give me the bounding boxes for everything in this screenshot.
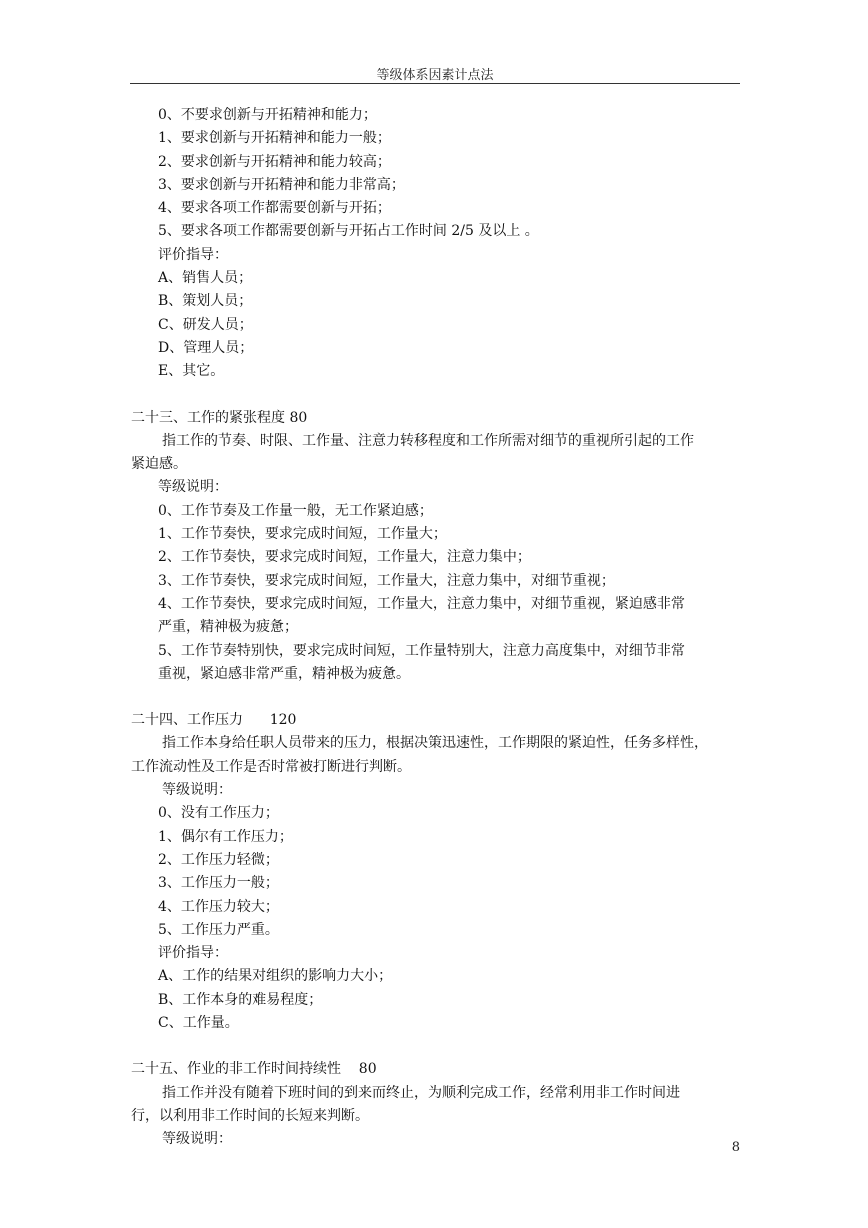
section-description-cont: 行，以利用非工作时间的长短来判断。 [131, 1107, 369, 1124]
level-item: 2、工作压力轻微； [158, 851, 279, 868]
level-item: 1、偶尔有工作压力； [158, 828, 293, 845]
level-item: 3、要求创新与开拓精神和能力非常高； [158, 176, 405, 193]
level-item-cont: 严重，精神极为疲惫； [158, 619, 298, 636]
level-item-cont: 重视，紧迫感非常严重，精神极为疲惫。 [158, 665, 410, 682]
guide-item: C、工作量。 [158, 1014, 239, 1031]
guide-item: B、工作本身的难易程度； [158, 991, 323, 1008]
section-heading: 二十三、工作的紧张程度 80 [131, 409, 308, 426]
level-item: 4、要求各项工作都需要创新与开拓； [158, 200, 391, 217]
guide-item: D、管理人员； [158, 339, 254, 356]
level-item: 5、工作压力严重。 [158, 921, 279, 938]
section-description-cont: 工作流动性及工作是否时常被打断进行判断。 [131, 758, 411, 775]
guide-item: A、销售人员； [158, 270, 253, 287]
level-item: 0、不要求创新与开拓精神和能力； [158, 107, 377, 123]
level-item: 5、工作节奏特别快，要求完成时间短，工作量特别大，注意力高度集中，对细节非常 [158, 642, 685, 659]
guide-label: 评价指导： [158, 945, 228, 962]
level-item: 0、工作节奏及工作量一般，无工作紧迫感； [158, 502, 433, 519]
page-header-title: 等级体系因素计点法 [376, 68, 494, 83]
level-item: 0、没有工作压力； [158, 805, 279, 822]
guide-item: E、其它。 [158, 363, 225, 380]
document-body [131, 104, 740, 1151]
guide-item: B、策划人员； [158, 293, 253, 310]
level-item: 5、要求各项工作都需要创新与开拓占工作时间 2/5 及以上 。 [158, 223, 539, 240]
level-item: 4、工作压力较大； [158, 898, 279, 915]
level-item: 3、工作压力一般； [158, 875, 279, 892]
section-description: 指工作并没有随着下班时间的到来而终止，为顺利完成工作，经常利用非工作时间进 [162, 1084, 680, 1101]
guide-item: A、工作的结果对组织的影响力大小； [158, 968, 393, 985]
level-item: 3、工作节奏快，要求完成时间短，工作量大，注意力集中，对细节重视； [158, 572, 615, 589]
level-label: 等级说明： [162, 1131, 232, 1148]
level-label: 等级说明： [162, 782, 232, 799]
guide-label: 评价指导： [158, 246, 228, 263]
section-description: 指工作本身给任职人员带来的压力，根据决策迅速性，工作期限的紧迫性，任务多样性， [162, 735, 708, 752]
section-heading: 二十五、作业的非工作时间持续性 80 [131, 1061, 377, 1078]
guide-item: C、研发人员； [158, 316, 253, 333]
level-item: 1、要求创新与开拓精神和能力一般； [158, 130, 391, 147]
header-rule [130, 83, 740, 84]
section-heading: 二十四、工作压力 120 [131, 712, 297, 729]
level-item: 1、工作节奏快，要求完成时间短，工作量大； [158, 526, 447, 543]
level-item: 2、要求创新与开拓精神和能力较高； [158, 153, 391, 170]
page-number: 8 [731, 1140, 740, 1155]
level-label: 等级说明： [158, 479, 228, 496]
level-item: 2、工作节奏快，要求完成时间短，工作量大，注意力集中； [158, 549, 531, 566]
level-item: 4、工作节奏快，要求完成时间短，工作量大，注意力集中，对细节重视，紧迫感非常 [158, 595, 685, 612]
section-description: 指工作的节奏、时限、工作量、注意力转移程度和工作所需对细节的重视所引起的工作 [162, 432, 694, 449]
section-description-cont: 紧迫感。 [131, 456, 187, 473]
